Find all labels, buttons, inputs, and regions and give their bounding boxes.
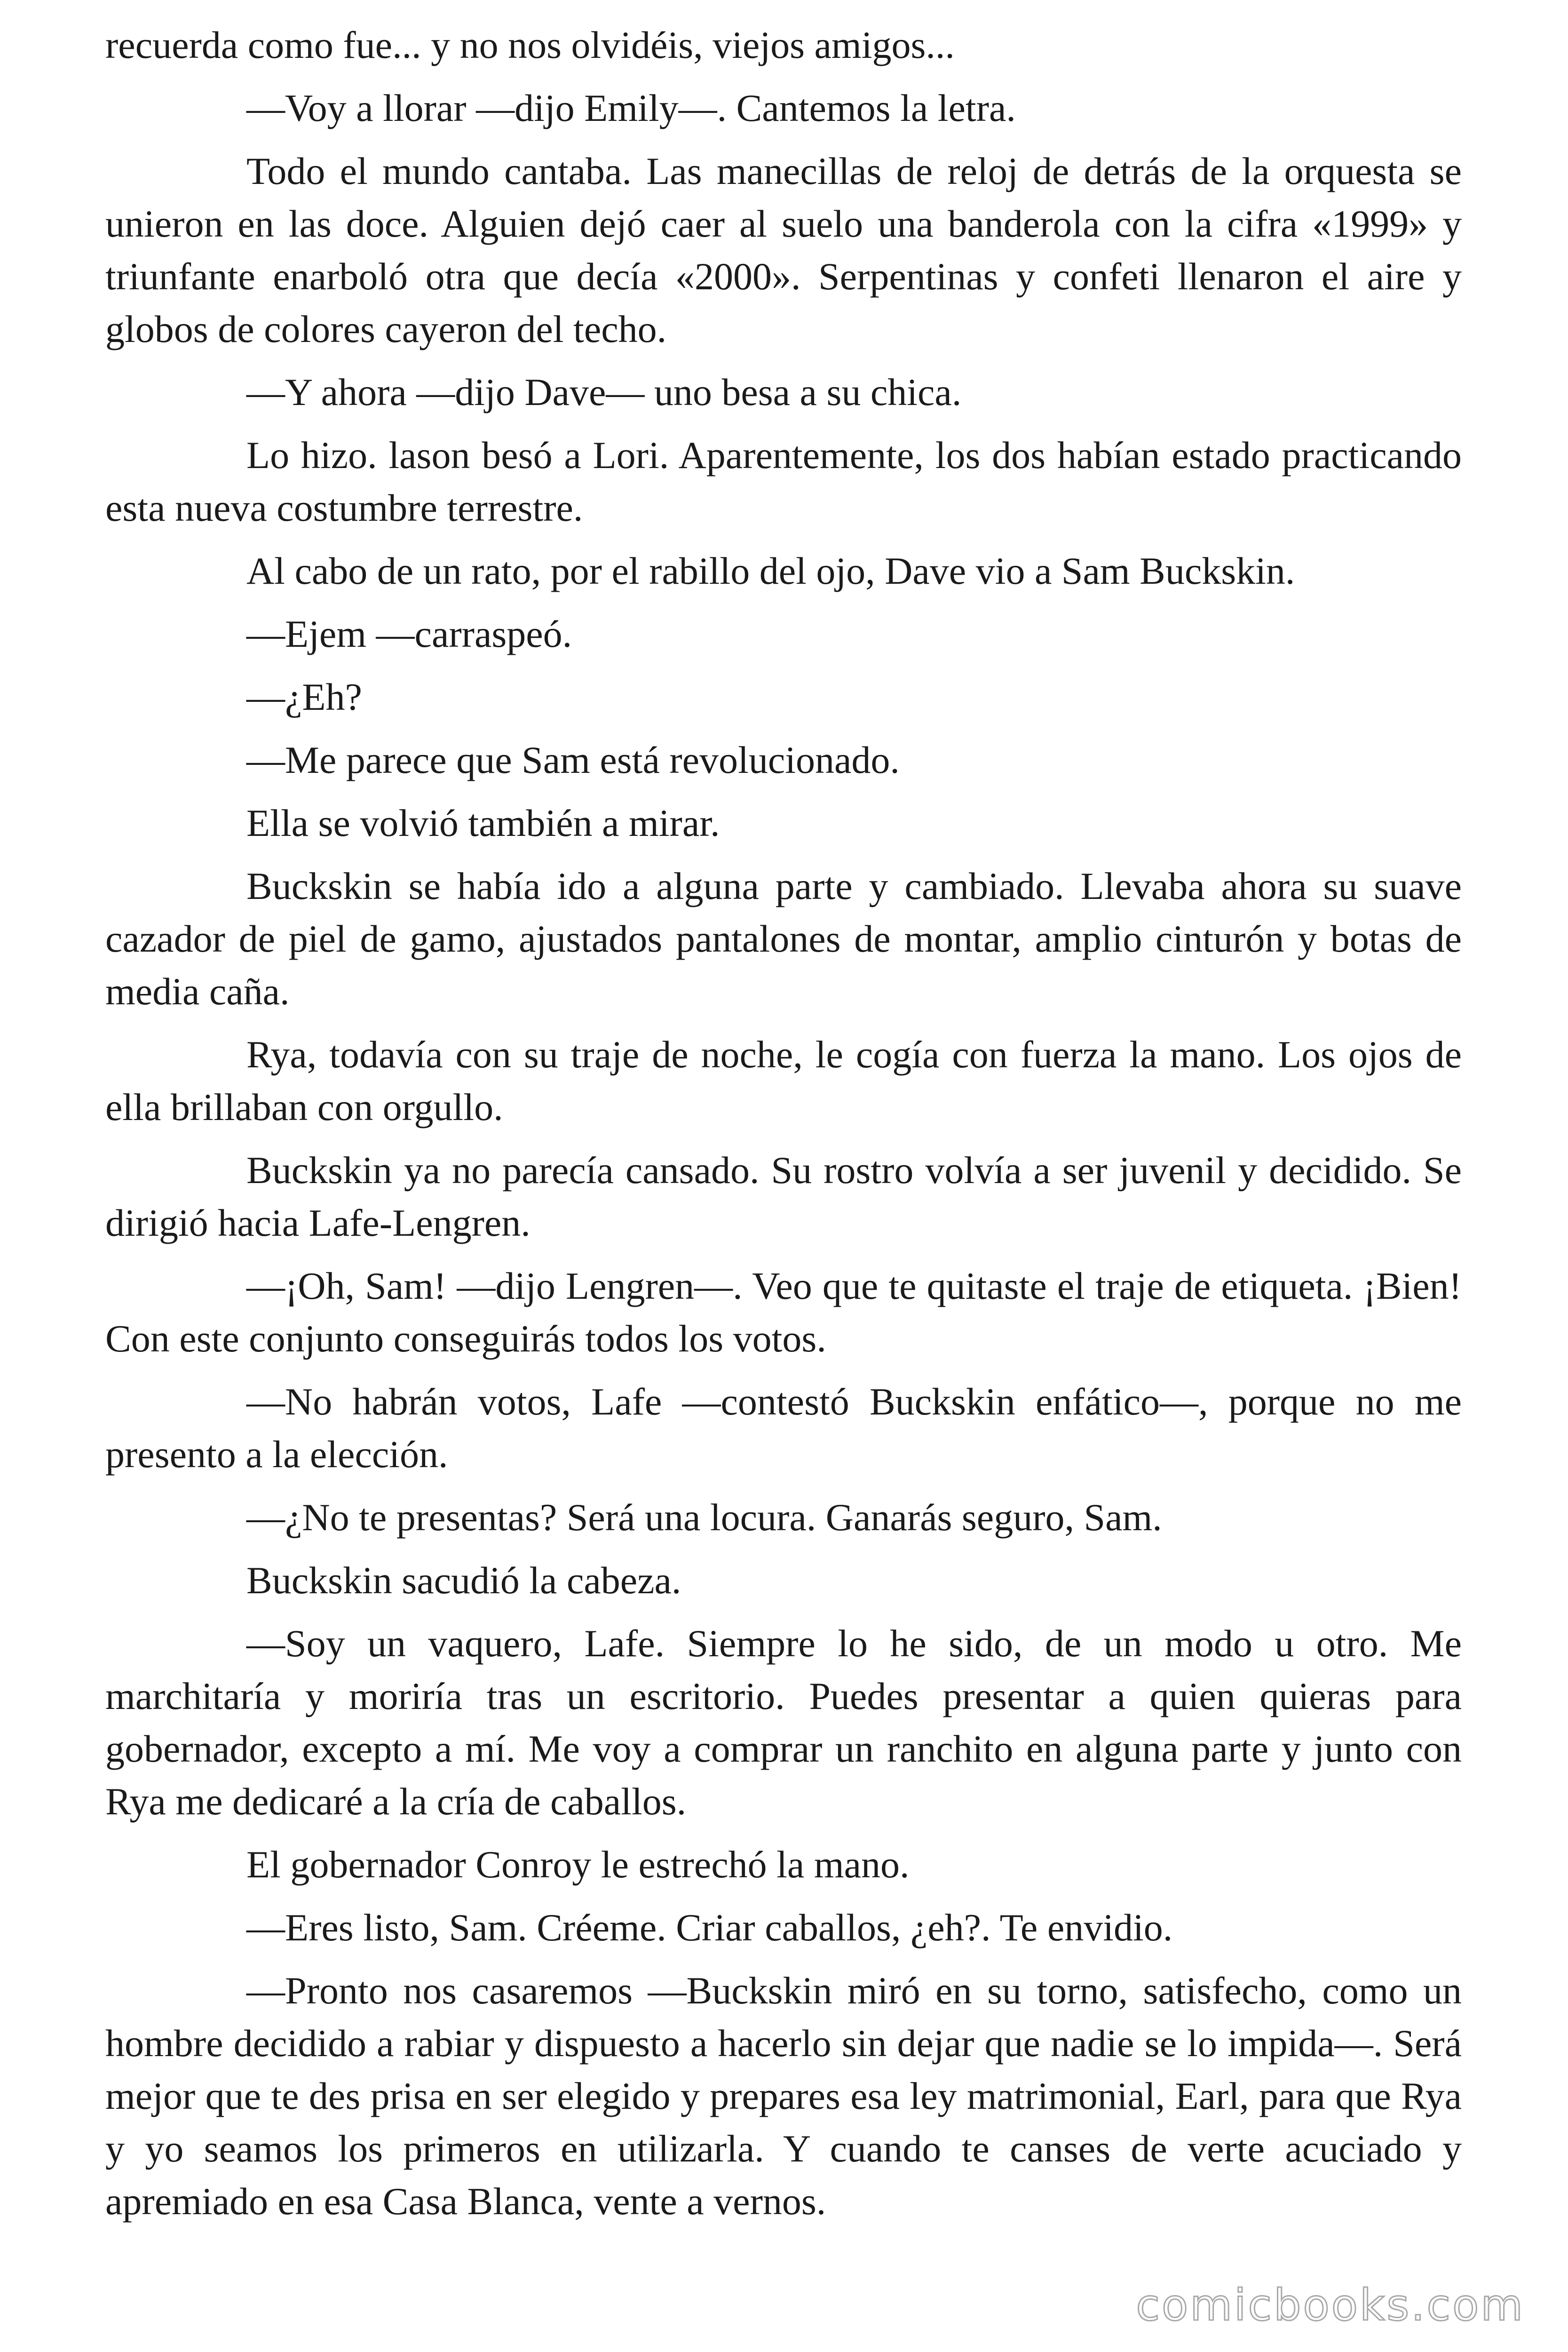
paragraph: Rya, todavía con su traje de noche, le cogía con fuerza la mano. Los ojos de ella brillaban con orgullo. bbox=[105, 1033, 1462, 1128]
paragraph: El gobernador Conroy le estrechó la mano. bbox=[246, 1843, 910, 1886]
paragraph: Ella se volvió también a mirar. bbox=[246, 802, 720, 844]
page-body bbox=[105, 19, 1462, 2238]
paragraph: —No habrán votos, Lafe —contestó Buckskin enfático—, porque no me presento a la elección. bbox=[105, 1380, 1462, 1476]
paragraph: —Me parece que Sam está revolucionado. bbox=[246, 739, 900, 781]
paragraph: recuerda como fue... y no nos olvidéis, viejos amigos... bbox=[105, 24, 955, 66]
paragraph: —Eres listo, Sam. Créeme. Criar caballos, ¿eh?. Te envidio. bbox=[246, 1906, 1173, 1949]
paragraph: Buckskin ya no parecía cansado. Su rostro volvía a ser juvenil y decidido. Se dirigió hacia Lafe-Lengren. bbox=[105, 1149, 1462, 1244]
paragraph: Lo hizo. lason besó a Lori. Aparentemente, los dos habían estado practicando esta nueva costumbre terrestre. bbox=[105, 434, 1462, 529]
paragraph: Buckskin sacudió la cabeza. bbox=[246, 1559, 681, 1602]
paragraph: —Y ahora —dijo Dave— uno besa a su chica. bbox=[246, 371, 962, 413]
paragraph: —¿Eh? bbox=[246, 675, 362, 718]
paragraph: Todo el mundo cantaba. Las manecillas de reloj de detrás de la orquesta se unieron en las doce. Alguien dejó caer al suelo una banderola con la cifra «1999» y triunfante enarboló otra que decía «2000». Serpentinas y confeti llenaron el aire y globos de colores cayeron del techo. bbox=[105, 150, 1462, 350]
paragraph: —Soy un vaquero, Lafe. Siempre lo he sido, de un modo u otro. Me marchitaría y moriría tras un escritorio. Puedes presentar a quien quieras para gobernador, excepto a mí. Me voy a comprar un ranchito en alguna parte y junto con Rya me dedicaré a la cría de caballos. bbox=[105, 1622, 1462, 1823]
paragraph: —Ejem —carraspeó. bbox=[246, 612, 572, 655]
paragraph: —¿No te presentas? Será una locura. Ganarás seguro, Sam. bbox=[246, 1496, 1162, 1539]
paragraph: Buckskin se había ido a alguna parte y cambiado. Llevaba ahora su suave cazador de piel de gamo, ajustados pantalones de montar, amplio cinturón y botas de media caña. bbox=[105, 865, 1462, 1013]
paragraph: —Voy a llorar —dijo Emily—. Cantemos la letra. bbox=[246, 87, 1016, 129]
watermark: comicbooks.com bbox=[1136, 2280, 1525, 2330]
paragraph: —Pronto nos casaremos —Buckskin miró en su torno, satisfecho, como un hombre decidido a rabiar y dispuesto a hacerlo sin dejar que nadie se lo impida—. Será mejor que te des prisa en ser elegido y prepares esa ley matrimonial, Earl, para que Rya y yo seamos los primeros en utilizarla. Y cuando te canses de verte acuciado y apremiado en esa Casa Blanca, vente a vernos. bbox=[105, 1969, 1462, 2223]
paragraph: —¡Oh, Sam! —dijo Lengren—. Veo que te quitaste el traje de etiqueta. ¡Bien! Con este conjunto conseguirás todos los votos. bbox=[105, 1264, 1462, 1360]
paragraph: Al cabo de un rato, por el rabillo del ojo, Dave vio a Sam Buckskin. bbox=[246, 549, 1295, 592]
